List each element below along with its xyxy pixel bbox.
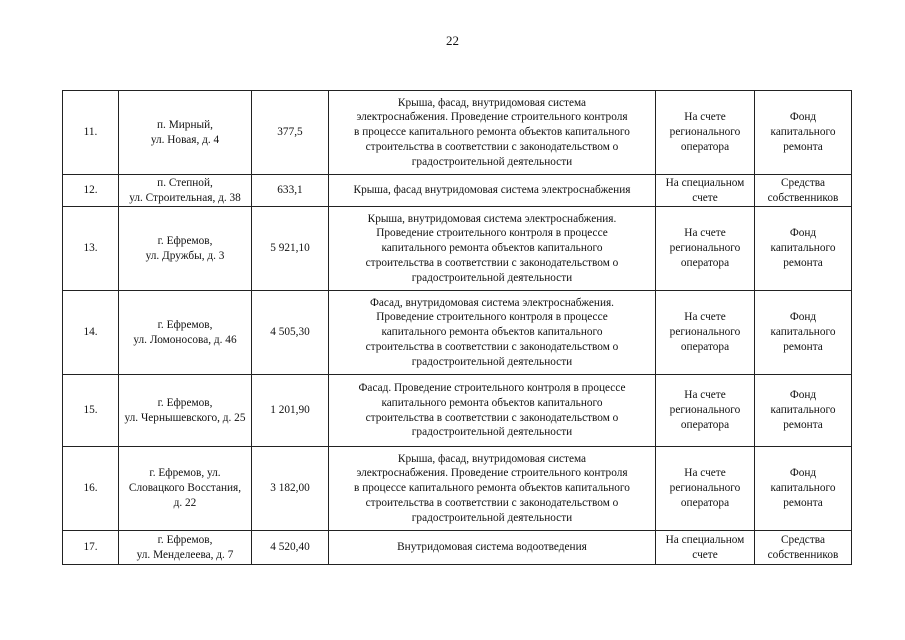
account-type-cell (656, 175, 755, 207)
address-cell-line: ул. Чернышевского, д. 25 (124, 411, 246, 424)
row-number: 16. (63, 447, 119, 531)
work-description-cell-line: капитального ремонта объектов капитального (381, 242, 603, 255)
account-type-cell-line: регионального (669, 326, 741, 339)
work-description-cell (329, 375, 656, 447)
address-cell (119, 531, 252, 565)
row-number: 15. (63, 375, 119, 447)
repair-program-table (62, 90, 852, 565)
work-description-cell-line: капитального ремонта объектов капитального (381, 326, 603, 339)
account-type-cell-line: На счете (684, 111, 726, 124)
table-row (63, 531, 852, 565)
work-description-cell-line: Фасад. Проведение строительного контроля в процессе (358, 381, 626, 394)
account-type-cell-line: регионального (669, 404, 741, 417)
account-type-cell (656, 447, 755, 531)
work-description-cell-line: Крыша, фасад, внутридомовая система (397, 452, 587, 465)
cost-cell: 1 201,90 (252, 375, 329, 447)
work-description-cell-line: градостроительной деятельности (411, 511, 573, 524)
account-type-cell-line: На счете (684, 389, 726, 402)
account-type-cell-line: оператора (680, 140, 730, 153)
work-description-cell (329, 207, 656, 291)
account-type-cell-line: оператора (680, 340, 730, 353)
address-cell-line: Словацкого Восстания, (128, 482, 242, 495)
address-cell-line: г. Ефремов, (157, 234, 213, 247)
funding-source-cell-line: Фонд (789, 111, 817, 124)
work-description-cell-line: строительства в соответствии с законодательством о (365, 256, 619, 269)
funding-source-cell-line: Фонд (789, 389, 817, 402)
work-description-cell-line: Фасад, внутридомовая система электроснабжения. (369, 296, 615, 309)
address-cell-line: ул. Дружбы, д. 3 (145, 249, 225, 262)
work-description-cell-line: строительства в соответствии с законодательством о (365, 340, 619, 353)
funding-source-cell-line: Фонд (789, 227, 817, 240)
funding-source-cell-line: ремонта (783, 256, 823, 269)
account-type-cell (656, 531, 755, 565)
address-cell (119, 175, 252, 207)
work-description-cell-line: градостроительной деятельности (411, 155, 573, 168)
account-type-cell-line: оператора (680, 418, 730, 431)
account-type-cell-line: оператора (680, 256, 730, 269)
work-description-cell (329, 531, 656, 565)
funding-source-cell-line: собственников (767, 191, 839, 204)
funding-source-cell (755, 531, 852, 565)
table-row (63, 91, 852, 175)
address-cell-line: г. Ефремов, (157, 396, 213, 409)
funding-source-cell-line: ремонта (783, 340, 823, 353)
account-type-cell (656, 207, 755, 291)
account-type-cell-line: счете (692, 548, 718, 561)
work-description-cell-line: градостроительной деятельности (411, 426, 573, 439)
funding-source-cell-line: капитального (770, 482, 836, 495)
funding-source-cell-line: капитального (770, 126, 836, 139)
funding-source-cell-line: Средства (781, 533, 825, 546)
table-row (63, 291, 852, 375)
work-description-cell-line: Внутридомовая система водоотведения (397, 541, 587, 554)
work-description-cell-line: электроснабжения. Проведение строительного контроля (356, 467, 628, 480)
work-description-cell-line: Крыша, фасад, внутридомовая система (397, 96, 587, 109)
work-description-cell (329, 291, 656, 375)
table-row (63, 375, 852, 447)
work-description-cell-line: Крыша, фасад внутридомовая система электроснабжения (353, 184, 631, 197)
funding-source-cell (755, 175, 852, 207)
work-description-cell-line: градостроительной деятельности (411, 355, 573, 368)
address-cell-line: ул. Строительная, д. 38 (129, 191, 241, 204)
cost-cell: 633,1 (252, 175, 329, 207)
work-description-cell (329, 91, 656, 175)
account-type-cell (656, 375, 755, 447)
account-type-cell-line: регионального (669, 242, 741, 255)
work-description-cell-line: строительства в соответствии с законодательством о (365, 496, 619, 509)
work-description-cell (329, 175, 656, 207)
account-type-cell-line: регионального (669, 482, 741, 495)
address-cell-line: д. 22 (173, 496, 197, 509)
work-description-cell-line: электроснабжения. Проведение строительного контроля (356, 111, 628, 124)
address-cell-line: ул. Менделеева, д. 7 (136, 548, 234, 561)
cost-cell: 4 520,40 (252, 531, 329, 565)
row-number: 13. (63, 207, 119, 291)
funding-source-cell-line: капитального (770, 242, 836, 255)
work-description-cell-line: Крыша, внутридомовая система электроснабжения. (367, 212, 617, 225)
work-description-cell-line: Проведение строительного контроля в процессе (376, 227, 608, 240)
cost-cell: 377,5 (252, 91, 329, 175)
work-description-cell-line: строительства в соответствии с законодательством о (365, 140, 619, 153)
address-cell (119, 291, 252, 375)
work-description-cell-line: градостроительной деятельности (411, 271, 573, 284)
row-number: 11. (63, 91, 119, 175)
account-type-cell (656, 291, 755, 375)
cost-cell: 4 505,30 (252, 291, 329, 375)
account-type-cell-line: оператора (680, 496, 730, 509)
work-description-cell-line: капитального ремонта объектов капитального (381, 396, 603, 409)
address-cell (119, 207, 252, 291)
address-cell-line: г. Ефремов, ул. (149, 467, 221, 480)
work-description-cell-line: в процессе капитального ремонта объектов капитального (354, 126, 630, 139)
address-cell (119, 447, 252, 531)
funding-source-cell (755, 291, 852, 375)
funding-source-cell-line: ремонта (783, 140, 823, 153)
funding-source-cell (755, 91, 852, 175)
row-number: 14. (63, 291, 119, 375)
funding-source-cell-line: Средства (781, 176, 825, 189)
page-number: 22 (446, 33, 459, 48)
funding-source-cell-line: Фонд (789, 311, 817, 324)
address-cell-line: г. Ефремов, (157, 318, 213, 331)
work-description-cell-line: Проведение строительного контроля в процессе (376, 311, 608, 324)
funding-source-cell (755, 447, 852, 531)
address-cell-line: п. Степной, (157, 176, 213, 189)
funding-source-cell-line: Фонд (789, 467, 817, 480)
address-cell (119, 91, 252, 175)
funding-source-cell (755, 375, 852, 447)
work-description-cell-line: в процессе капитального ремонта объектов капитального (354, 482, 630, 495)
funding-source-cell-line: ремонта (783, 418, 823, 431)
table-row (63, 447, 852, 531)
funding-source-cell (755, 207, 852, 291)
account-type-cell-line: На специальном (665, 533, 745, 546)
cost-cell: 3 182,00 (252, 447, 329, 531)
address-cell-line: г. Ефремов, (157, 533, 213, 546)
table-row (63, 175, 852, 207)
account-type-cell-line: На счете (684, 227, 726, 240)
work-description-cell (329, 447, 656, 531)
address-cell-line: п. Мирный, (157, 118, 213, 131)
funding-source-cell-line: капитального (770, 404, 836, 417)
account-type-cell (656, 91, 755, 175)
address-cell-line: ул. Ломоносова, д. 46 (133, 333, 237, 346)
address-cell-line: ул. Новая, д. 4 (150, 133, 220, 146)
funding-source-cell-line: собственников (767, 548, 839, 561)
account-type-cell-line: На счете (684, 311, 726, 324)
work-description-cell-line: строительства в соответствии с законодательством о (365, 411, 619, 424)
row-number: 17. (63, 531, 119, 565)
address-cell (119, 375, 252, 447)
account-type-cell-line: счете (692, 191, 718, 204)
account-type-cell-line: На счете (684, 467, 726, 480)
funding-source-cell-line: капитального (770, 326, 836, 339)
row-number: 12. (63, 175, 119, 207)
cost-cell: 5 921,10 (252, 207, 329, 291)
account-type-cell-line: регионального (669, 126, 741, 139)
table-row (63, 207, 852, 291)
account-type-cell-line: На специальном (665, 176, 745, 189)
funding-source-cell-line: ремонта (783, 496, 823, 509)
